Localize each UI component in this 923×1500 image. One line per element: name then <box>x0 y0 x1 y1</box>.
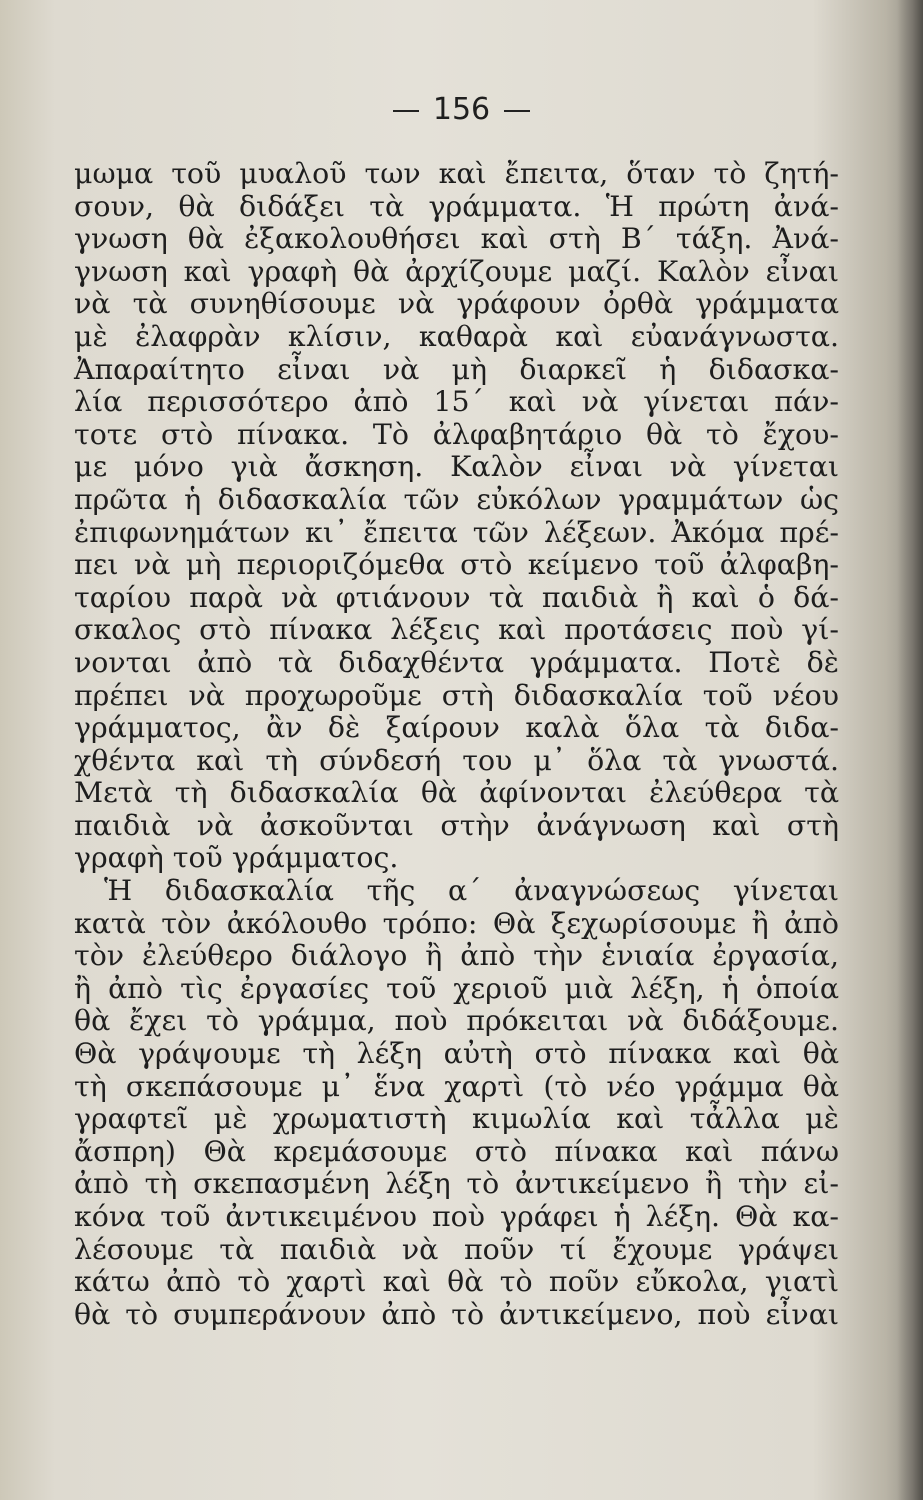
text-line: γραφὴ τοῦ γράμματος. <box>74 841 399 875</box>
text-line: ἀπὸ τὴ σκεπασμένη λέξη τὸ ἀντικείμενο ἢ τὴν εἰ- <box>74 1167 839 1201</box>
text-line: κατὰ τὸν ἀκόλουθο τρόπο: Θὰ ξεχωρίσουμε ἢ ἀπὸ <box>74 906 839 940</box>
paragraph-start-line: Ἡ διδασκαλία τῆς α΄ ἀναγνώσεως γίνεται <box>104 874 839 908</box>
text-line: ταρίου παρὰ νὰ φτιάνουν τὰ παιδιὰ ἢ καὶ ὁ δά- <box>74 580 839 614</box>
text-line: ἐπιφωνημάτων κι᾽ ἔπειτα τῶν λέξεων. Ἀκόμα πρέ- <box>74 515 839 549</box>
text-line: Μετὰ τὴ διδασκαλία θὰ ἀφίνονται ἐλεύθερα τὰ <box>74 776 839 810</box>
text-line: γράμματος, ἂν δὲ ξαίρουν καλὰ ὅλα τὰ διδα- <box>74 711 839 745</box>
text-line: τοτε στὸ πίνακα. Τὸ ἀλφαβητάριο θὰ τὸ ἔχου- <box>74 417 839 451</box>
text-line: γνωση καὶ γραφὴ θὰ ἀρχίζουμε μαζί. Καλὸν εἶναι <box>74 254 839 288</box>
text-line: ἄσπρη) Θὰ κρεμάσουμε στὸ πίνακα καὶ πάνω <box>74 1134 839 1168</box>
text-line: χθέντα καὶ τὴ σύνδεσή του μ᾽ ὅλα τὰ γνωστά. <box>74 743 839 777</box>
header-dash-left <box>393 110 419 112</box>
text-line: τὸν ἐλεύθερο διάλογο ἢ ἀπὸ τὴν ἑνιαία ἐργασία, <box>74 939 839 973</box>
text-line: νονται ἀπὸ τὰ διδαχθέντα γράμματα. Ποτὲ δὲ <box>74 645 839 679</box>
text-line: σκαλος στὸ πίνακα λέξεις καὶ προτάσεις ποὺ γί- <box>74 613 839 647</box>
page-header <box>0 92 923 127</box>
text-line: πει νὰ μὴ περιοριζόμεθα στὸ κείμενο τοῦ ἀλφαβη- <box>74 548 839 582</box>
text-line: πρῶτα ἡ διδασκαλία τῶν εὐκόλων γραμμάτων ὡς <box>74 482 839 516</box>
text-line: παιδιὰ νὰ ἀσκοῦνται στὴν ἀνάγνωση καὶ στὴ <box>74 808 839 842</box>
text-line: μὲ ἐλαφρὰν κλίσιν, καθαρὰ καὶ εὐανάγνωστα. <box>74 319 839 353</box>
text-line: ἢ ἀπὸ τὶς ἐργασίες τοῦ χεριοῦ μιὰ λέξη, ἡ ὁποία <box>74 971 839 1005</box>
body-text <box>74 158 839 1331</box>
text-line: γραφτεῖ μὲ χρωματιστὴ κιμωλία καὶ τἆλλα μὲ <box>74 1102 839 1136</box>
page-number: 156 <box>432 92 491 127</box>
text-line: θὰ τὸ συμπεράνουν ἀπὸ τὸ ἀντικείμενο, ποὺ εἶναι <box>74 1297 839 1331</box>
header-dash-right <box>504 110 530 112</box>
text-line: μωμα τοῦ μυαλοῦ των καὶ ἔπειτα, ὅταν τὸ ζητή- <box>74 157 839 190</box>
text-line: θὰ ἔχει τὸ γράμμα, ποὺ πρόκειται νὰ διδάξουμε. <box>74 1004 839 1038</box>
text-line: πρέπει νὰ προχωροῦμε στὴ διδασκαλία τοῦ νέου <box>74 678 839 712</box>
text-line: λία περισσότερο ἀπὸ 15΄ καὶ νὰ γίνεται πάν- <box>74 385 839 419</box>
text-line: με μόνο γιὰ ἄσκηση. Καλὸν εἶναι νὰ γίνεται <box>74 450 839 484</box>
text-line: κάτω ἀπὸ τὸ χαρτὶ καὶ θὰ τὸ ποῦν εὔκολα, γιατὶ <box>74 1265 839 1299</box>
text-line: σουν, θὰ διδάξει τὰ γράμματα. Ἡ πρώτη ἀνά- <box>74 189 839 223</box>
text-line: Ἀπαραίτητο εἶναι νὰ μὴ διαρκεῖ ἡ διδασκα- <box>74 352 839 386</box>
text-line: λέσουμε τὰ παιδιὰ νὰ ποῦν τί ἔχουμε γράψει <box>74 1232 839 1266</box>
text-line: τὴ σκεπάσουμε μ᾽ ἕνα χαρτὶ (τὸ νέο γράμμα θὰ <box>74 1069 839 1103</box>
text-line: κόνα τοῦ ἀντικειμένου ποὺ γράφει ἡ λέξη. Θὰ κα- <box>74 1200 839 1233</box>
text-line: Θὰ γράψουμε τὴ λέξη αὐτὴ στὸ πίνακα καὶ θὰ <box>74 1037 839 1071</box>
text-line: νὰ τὰ συνηθίσουμε νὰ γράφουν ὀρθὰ γράμματα <box>74 287 839 321</box>
page-binding-shadow <box>897 0 923 1500</box>
text-line: γνωση θὰ ἐξακολουθήσει καὶ στὴ Β΄ τάξη. Ἀνά- <box>74 222 839 256</box>
